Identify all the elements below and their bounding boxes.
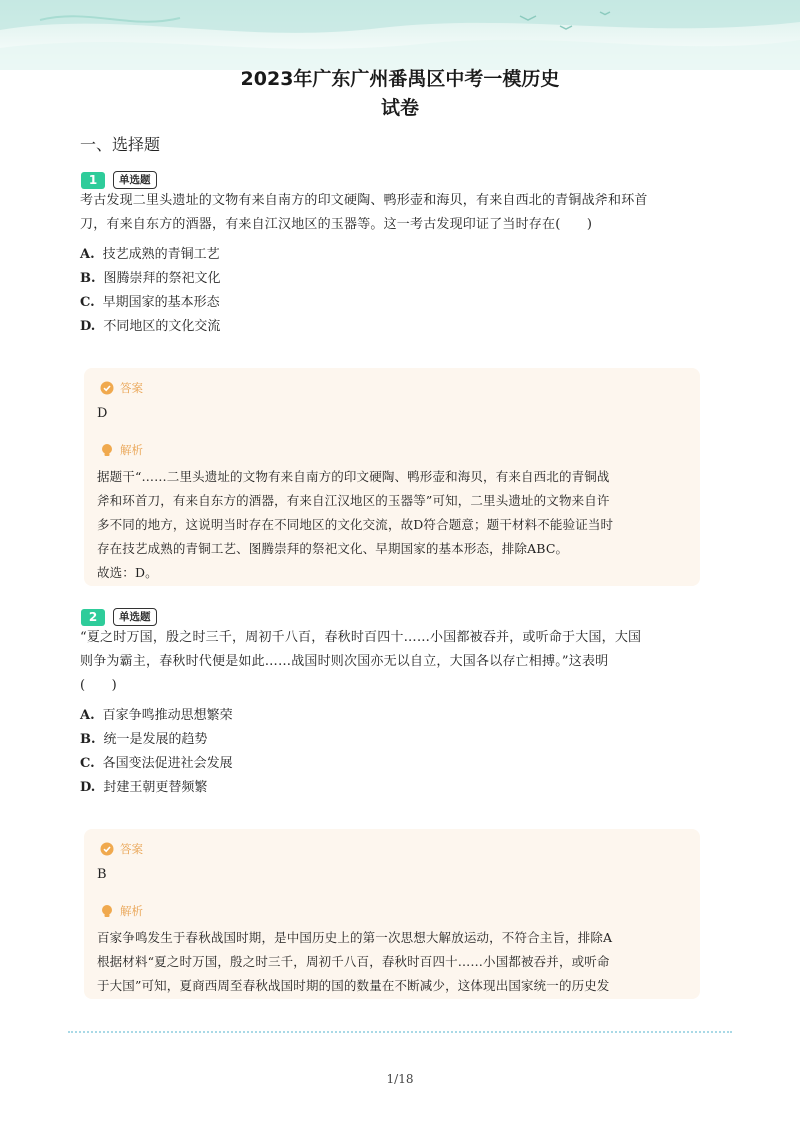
question-1-answer-box (84, 368, 700, 586)
question-1-option-b[interactable]: B. 图腾崇拜的祭祀文化 (80, 271, 221, 286)
answer-value: B (97, 867, 107, 882)
stem-line: ( ) (80, 678, 117, 693)
question-2-option-c[interactable]: C. 各国变法促进社会发展 (80, 756, 233, 771)
document-title-line2: 试卷 (380, 97, 419, 119)
check-circle-icon (100, 842, 114, 856)
question-1-stem (80, 189, 705, 237)
stem-line: 考古发现二里头遗址的文物有来自南方的印文硬陶、鸭形壶和海贝，有来自西北的青铜战斧和环首 (80, 193, 648, 208)
question-1-option-c[interactable]: C. 早期国家的基本形态 (80, 295, 220, 310)
section-title: 一、选择题 (80, 135, 161, 154)
explanation-text: 据题干“……二里头遗址的文物有来自南方的印文硬陶、鸭形壶和海贝，有来自西北的青铜战 斧和环首刀，有来自东方的酒器，有来自江汉地区的玉器等”可知，二里头遗址的文物来自许 多不同的地方，这说明当时存在不同地区的文化交流，故D符合题意；题干材料不能验证当时 存在技艺成熟的青铜工艺、图腾崇拜的祭祀文化、早期国家的基本形态，排除ABC。 故选：D。 (97, 469, 614, 580)
stem-line: 刀，有来自东方的酒器，有来自江汉地区的玉器等。这一考古发现印证了当时存在( ) (80, 217, 593, 232)
question-type-tag: 单选题 (113, 171, 157, 189)
check-circle-icon (100, 381, 114, 395)
question-2-header (81, 607, 157, 627)
question-number-badge: 1 (81, 172, 105, 189)
footer-divider (68, 1031, 732, 1033)
question-2-option-d[interactable]: D. 封建王朝更替频繁 (80, 780, 208, 795)
explanation-label: 解析 (100, 903, 143, 919)
question-1-header (81, 170, 157, 190)
explanation-text: 百家争鸣发生于春秋战国时期，是中国历史上的第一次思想大解放运动，不符合主旨，排除A 根据材料“夏之时万国，殷之时三千，周初千八百，春秋时百四十……小国都被吞并，或听命 于大国”可知，夏商西周至春秋战国时期的国的数量在不断减少，这体现出国家统一的历史发 (97, 930, 613, 993)
lightbulb-icon (100, 904, 114, 919)
question-2-option-b[interactable]: B. 统一是发展的趋势 (80, 732, 208, 747)
question-1-option-a[interactable]: A. 技艺成熟的青铜工艺 (80, 247, 220, 262)
stem-line: “夏之时万国，殷之时三千，周初千八百，春秋时百四十……小国都被吞并，或听命于大国，大国 (80, 630, 642, 645)
answer-label: 答案 (100, 380, 143, 396)
stem-line: 则争为霸主，春秋时代便是如此……战国时则次国亦无以自立，大国各以存亡相搏。”这表明 (80, 654, 609, 669)
document-title-line1: 2023年广东广州番禺区中考一模历史 (240, 68, 560, 90)
question-2-stem (80, 626, 705, 698)
question-1-option-d[interactable]: D. 不同地区的文化交流 (80, 319, 221, 334)
question-2-answer-box (84, 829, 700, 999)
page-number: 1/18 (386, 1072, 414, 1086)
explanation-label: 解析 (100, 442, 143, 458)
header-banner (0, 0, 800, 70)
answer-value: D (97, 406, 108, 421)
question-type-tag: 单选题 (113, 608, 157, 626)
answer-label: 答案 (100, 841, 143, 857)
question-number-badge: 2 (81, 609, 105, 626)
question-2-option-a[interactable]: A. 百家争鸣推动思想繁荣 (80, 708, 233, 723)
lightbulb-icon (100, 443, 114, 458)
